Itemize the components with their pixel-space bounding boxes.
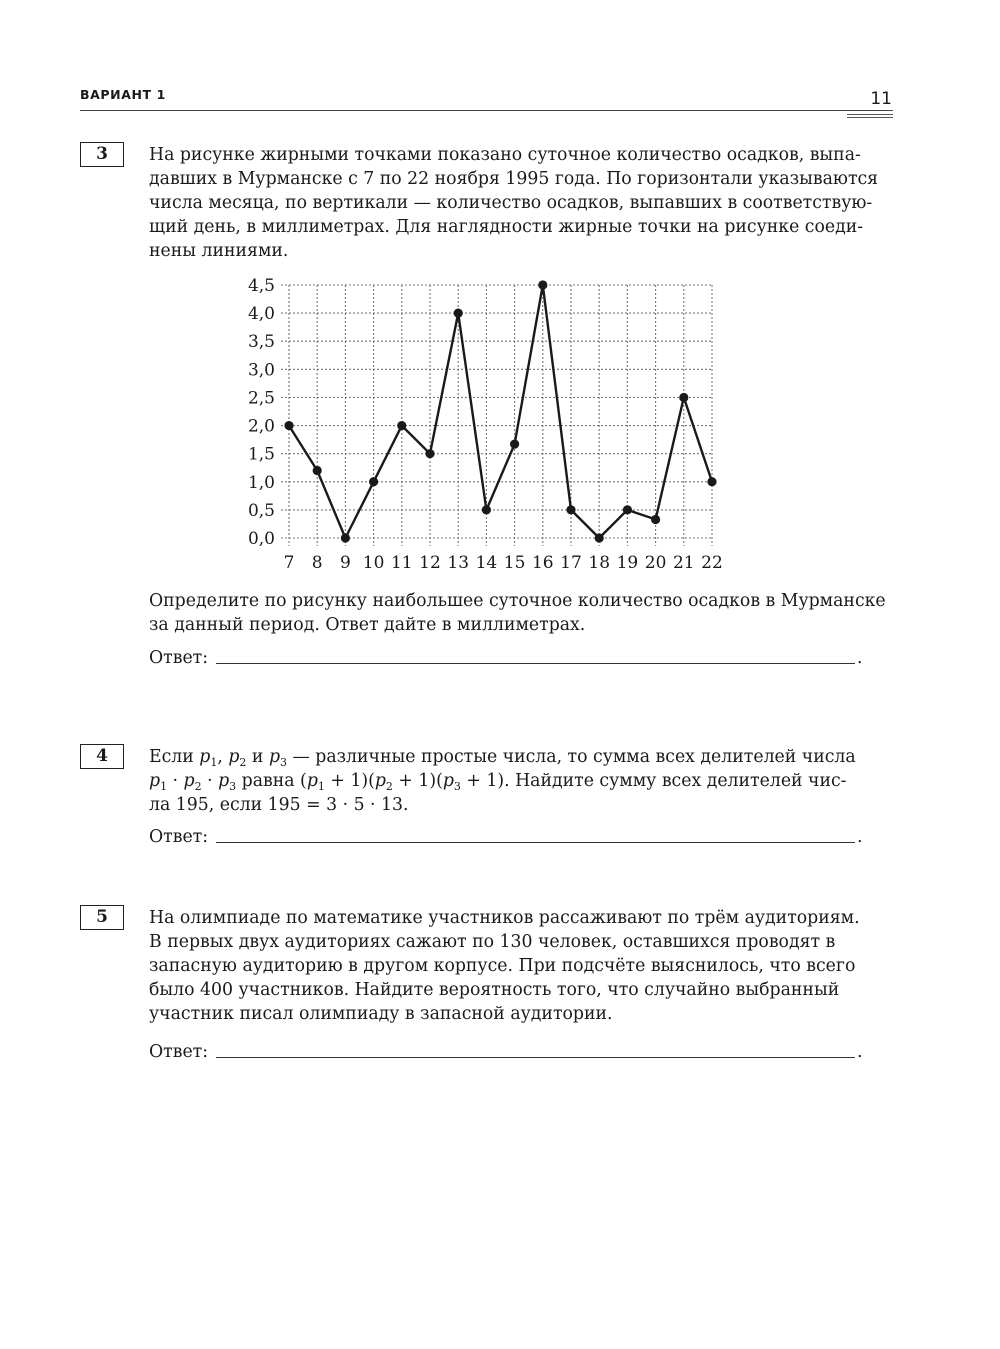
answer-end-dot: . — [857, 827, 863, 847]
y-tick-label: 4,5 — [247, 276, 275, 296]
task-5-text — [149, 906, 893, 1026]
text-line: ла 195, если 195 = 3 · 5 · 13. — [149, 795, 409, 815]
x-tick-label: 16 — [531, 553, 554, 573]
data-point — [566, 505, 575, 514]
text-line: Определите по рисунку наибольшее суточное количество осадков в Мурманске — [149, 591, 886, 611]
data-point — [454, 309, 463, 318]
answer-end-dot: . — [857, 1042, 863, 1062]
x-tick-label: 20 — [644, 553, 667, 573]
answer-label: Ответ: — [149, 648, 209, 668]
data-point — [397, 421, 406, 430]
x-tick-label: 14 — [475, 553, 498, 573]
data-point — [313, 466, 322, 475]
data-point — [538, 280, 547, 289]
answer-field-task-4[interactable] — [149, 825, 869, 849]
y-tick-label: 3,5 — [247, 332, 275, 353]
data-point — [482, 505, 491, 514]
task-3-question — [149, 589, 893, 637]
x-tick-label: 12 — [419, 553, 441, 573]
answer-label: Ответ: — [149, 1042, 209, 1062]
data-points — [284, 280, 716, 542]
answer-line[interactable] — [216, 842, 855, 843]
x-tick-label: 8 — [311, 553, 323, 573]
x-tick-label: 19 — [616, 553, 639, 573]
answer-field-task-5[interactable] — [149, 1040, 869, 1064]
x-tick-label: 9 — [339, 553, 351, 573]
data-point — [425, 449, 434, 458]
task-number-box: 4 — [80, 744, 124, 769]
data-point — [707, 477, 716, 486]
y-tick-label: 1,5 — [247, 444, 275, 465]
page-number: 11 — [870, 89, 892, 109]
answer-field-task-3[interactable] — [149, 646, 869, 670]
y-tick-label: 3,0 — [247, 360, 275, 381]
data-point — [595, 533, 604, 542]
text-line: щий день, в миллиметрах. Для наглядности жирные точки на рисунке соеди- — [149, 217, 864, 237]
data-line — [289, 285, 712, 538]
answer-line[interactable] — [216, 663, 855, 664]
data-point — [369, 477, 378, 486]
chart-grid — [281, 285, 712, 546]
data-point — [651, 515, 660, 524]
answer-label: Ответ: — [149, 827, 209, 847]
text-line: было 400 участников. Найдите вероятность того, что случайно выбранный — [149, 980, 840, 1000]
y-tick-label: 1,0 — [247, 472, 275, 493]
running-head: ВАРИАНТ 1 — [80, 87, 166, 102]
data-point — [679, 393, 688, 402]
text-line: На рисунке жирными точками показано суточное количество осадков, выпа- — [149, 145, 861, 165]
text-line: за данный период. Ответ дайте в миллиметрах. — [149, 615, 586, 635]
y-tick-label: 0,5 — [247, 500, 275, 521]
answer-end-dot: . — [857, 648, 863, 668]
answer-line[interactable] — [216, 1057, 855, 1058]
task-number-box: 3 — [80, 142, 124, 167]
x-tick-label: 22 — [701, 553, 723, 573]
text-line: участник писал олимпиаду в запасной аудитории. — [149, 1004, 613, 1024]
text-line: нены линиями. — [149, 241, 289, 261]
y-tick-label: 0,0 — [247, 529, 275, 549]
x-tick-label: 21 — [672, 553, 695, 573]
x-tick-label: 17 — [560, 553, 582, 573]
data-point — [284, 421, 293, 430]
x-tick-label: 18 — [588, 553, 611, 573]
x-tick-label: 15 — [503, 553, 526, 573]
y-axis-tick-labels — [248, 276, 275, 549]
text-line: Если $p_1$, $p_2$ и $p_3$ — различные простые числа, то сумма всех делителей числа — [149, 747, 856, 769]
y-tick-label: 2,0 — [247, 416, 275, 437]
task-number-box: 5 — [80, 905, 124, 930]
x-tick-label: 10 — [362, 553, 385, 573]
text-line: $p_1 \cdot p_2 \cdot p_3$ равна $(p_1 + 1)(p_2 + 1)(p_3 + 1)$. Найдите сумму всех делителей чис- — [149, 771, 847, 793]
task-4-text — [149, 745, 893, 817]
text-line: На олимпиаде по математике участников рассаживают по трём аудиториям. — [149, 908, 860, 928]
text-line: запасную аудиторию в другом корпусе. При подсчёте выяснилось, что всего — [149, 956, 856, 976]
text-line: числа месяца, по вертикали — количество осадков, выпавших в соответствую- — [149, 193, 873, 213]
y-tick-label: 4,0 — [247, 304, 275, 325]
x-tick-label: 13 — [447, 553, 470, 573]
data-point — [623, 505, 632, 514]
y-tick-label: 2,5 — [247, 388, 275, 409]
text-line: В первых двух аудиториях сажают по 130 человек, оставшихся проводят в — [149, 932, 836, 952]
data-point — [510, 440, 519, 449]
text-line: давших в Мурманске с 7 по 22 ноября 1995 года. По горизонтали указываются — [149, 169, 879, 189]
x-axis-tick-labels — [284, 553, 723, 573]
precipitation-chart — [0, 0, 1000, 600]
x-tick-label: 11 — [390, 553, 413, 573]
x-tick-label: 7 — [283, 553, 295, 573]
data-point — [341, 533, 350, 542]
